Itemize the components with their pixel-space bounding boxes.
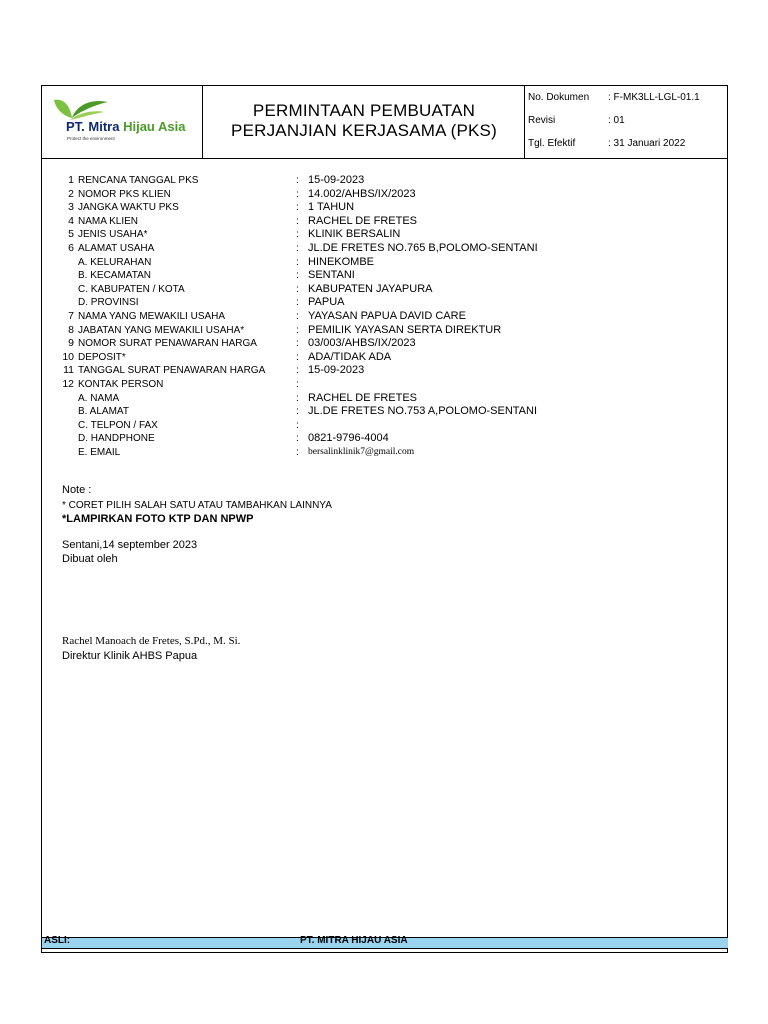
form-row-colon: : bbox=[296, 282, 299, 295]
form-row bbox=[62, 201, 722, 215]
form-row-colon: : bbox=[296, 405, 299, 418]
form-row bbox=[62, 283, 722, 297]
form-row-label: JENIS USAHA* bbox=[78, 229, 148, 241]
form-row-colon: : bbox=[296, 269, 299, 282]
form-row-colon: : bbox=[296, 337, 299, 350]
form-row-colon: : bbox=[296, 214, 299, 227]
form-row bbox=[62, 364, 722, 378]
header-logo-divider bbox=[202, 85, 203, 158]
header-meta-divider bbox=[524, 85, 525, 158]
form-row-label: NAMA YANG MEWAKILI USAHA bbox=[78, 310, 226, 322]
signature-made-by: Dibuat oleh bbox=[62, 553, 118, 565]
footer-label-original: ASLI: bbox=[44, 935, 71, 946]
form-row-number: 11 bbox=[63, 364, 74, 377]
form-row bbox=[62, 351, 722, 365]
form-row-value: 03/003/AHBS/IX/2023 bbox=[308, 337, 416, 350]
pks-form bbox=[62, 174, 722, 459]
form-row bbox=[62, 228, 722, 242]
form-row-colon: : bbox=[296, 323, 299, 336]
form-row-number: 3 bbox=[68, 201, 74, 214]
form-row bbox=[62, 296, 722, 310]
form-row-colon: : bbox=[296, 296, 299, 309]
form-row bbox=[62, 174, 722, 188]
form-row-colon: : bbox=[296, 201, 299, 214]
form-row bbox=[62, 432, 722, 446]
form-row-value: JL.DE FRETES NO.753 A,POLOMO-SENTANI bbox=[308, 405, 538, 418]
form-row-colon: : bbox=[296, 228, 299, 241]
company-name bbox=[66, 119, 185, 134]
form-row-value: 1 TAHUN bbox=[308, 201, 355, 214]
form-row bbox=[62, 446, 722, 460]
form-row-number: 12 bbox=[62, 377, 74, 390]
form-row-number: 6 bbox=[68, 241, 74, 254]
form-row bbox=[62, 324, 722, 338]
meta-label-doc-number: No. Dokumen bbox=[528, 92, 590, 103]
form-row-value: RACHEL DE FRETES bbox=[308, 391, 418, 404]
form-row-label: A. KELURAHAN bbox=[78, 256, 152, 268]
form-row bbox=[62, 269, 722, 283]
meta-label-revision: Revisi bbox=[528, 115, 556, 126]
form-row-number: 5 bbox=[68, 228, 74, 241]
form-row-number: 2 bbox=[68, 187, 74, 200]
form-row-value: KLINIK BERSALIN bbox=[308, 228, 401, 241]
form-row-colon: : bbox=[296, 445, 299, 458]
company-name-part2: Hijau Asia bbox=[123, 119, 186, 134]
form-row-colon: : bbox=[296, 364, 299, 377]
form-row-label: NOMOR PKS KLIEN bbox=[78, 188, 171, 200]
form-row-label: B. KECAMATAN bbox=[78, 270, 151, 282]
form-row-number: 7 bbox=[68, 309, 74, 322]
form-row bbox=[62, 405, 722, 419]
form-row-value: 14.002/AHBS/IX/2023 bbox=[308, 187, 416, 200]
form-row bbox=[62, 242, 722, 256]
form-row bbox=[62, 392, 722, 406]
form-row-colon: : bbox=[296, 350, 299, 363]
form-row-colon: : bbox=[296, 241, 299, 254]
company-tagline: Protect the environment bbox=[67, 136, 115, 141]
form-row-label: D. PROVINSI bbox=[78, 297, 139, 309]
form-row bbox=[62, 256, 722, 270]
form-row bbox=[62, 337, 722, 351]
form-row-label: DEPOSIT* bbox=[78, 351, 126, 363]
title-line-1: PERMINTAAN PEMBUATAN bbox=[252, 101, 476, 120]
form-row-label: JANGKA WAKTU PKS bbox=[78, 202, 179, 214]
form-row bbox=[62, 188, 722, 202]
form-row-value: KABUPATEN JAYAPURA bbox=[308, 282, 433, 295]
form-row-label: A. NAMA bbox=[78, 392, 120, 404]
meta-value-revision: : 01 bbox=[608, 115, 625, 126]
form-row-colon: : bbox=[296, 255, 299, 268]
form-row-value: bersalinklinik7@gmail.com bbox=[308, 446, 415, 457]
form-row-number: 10 bbox=[62, 350, 74, 363]
form-row-colon: : bbox=[296, 174, 299, 186]
note-line-1: * CORET PILIH SALAH SATU ATAU TAMBAHKAN LAINNYA bbox=[62, 500, 332, 511]
form-row-value: RACHEL DE FRETES bbox=[308, 214, 418, 227]
form-row-colon: : bbox=[296, 187, 299, 200]
signature-place-date: Sentani,14 september 2023 bbox=[62, 539, 198, 551]
form-row-value: 15-09-2023 bbox=[308, 174, 365, 186]
form-row-value: ADA/TIDAK ADA bbox=[308, 350, 392, 363]
form-row-colon: : bbox=[296, 432, 299, 445]
form-row-label: KONTAK PERSON bbox=[78, 378, 164, 390]
form-row-value: JL.DE FRETES NO.765 B,POLOMO-SENTANI bbox=[308, 241, 538, 254]
form-row-value: PEMILIK YAYASAN SERTA DIREKTUR bbox=[308, 323, 502, 336]
form-row-value: YAYASAN PAPUA DAVID CARE bbox=[308, 309, 466, 322]
form-row-number: 9 bbox=[68, 337, 74, 350]
form-row-value: 15-09-2023 bbox=[308, 364, 365, 377]
form-row-number: 4 bbox=[68, 214, 74, 227]
document-title bbox=[204, 101, 524, 141]
form-row-label: ALAMAT USAHA bbox=[78, 242, 155, 254]
meta-label-effective-date: Tgl. Efektif bbox=[528, 138, 576, 149]
form-row-label: NOMOR SURAT PENAWARAN HARGA bbox=[78, 338, 257, 350]
form-row bbox=[62, 378, 722, 392]
form-row-colon: : bbox=[296, 309, 299, 322]
form-row-value: PAPUA bbox=[308, 296, 345, 309]
note-heading: Note : bbox=[62, 484, 92, 496]
form-row-label: D. HANDPHONE bbox=[78, 433, 155, 445]
form-row-number: 1 bbox=[68, 174, 74, 186]
form-row-label: B. ALAMAT bbox=[78, 406, 129, 418]
signatory-position: Direktur Klinik AHBS Papua bbox=[62, 650, 198, 662]
form-row-value: SENTANI bbox=[308, 269, 355, 282]
form-row-value: 0821-9796-4004 bbox=[308, 432, 389, 445]
form-row-label: TANGGAL SURAT PENAWARAN HARGA bbox=[78, 365, 266, 377]
header-divider bbox=[41, 158, 728, 159]
form-row-label: NAMA KLIEN bbox=[78, 215, 139, 227]
form-row-label: C. TELPON / FAX bbox=[78, 419, 158, 431]
note-line-2: *LAMPIRKAN FOTO KTP DAN NPWP bbox=[62, 513, 254, 525]
form-row bbox=[62, 215, 722, 229]
meta-value-doc-number: : F-MK3LL-LGL-01.1 bbox=[608, 92, 700, 103]
form-row-value: HINEKOMBE bbox=[308, 255, 375, 268]
company-name-part1: PT. Mitra bbox=[66, 119, 120, 134]
meta-value-effective-date: : 31 Januari 2022 bbox=[608, 138, 686, 149]
title-line-2: PERJANJIAN KERJASAMA (PKS) bbox=[231, 121, 497, 140]
form-row bbox=[62, 310, 722, 324]
form-row-label: JABATAN YANG MEWAKILI USAHA* bbox=[78, 324, 245, 336]
form-row-label: E. EMAIL bbox=[78, 446, 121, 458]
form-row-colon: : bbox=[296, 391, 299, 404]
form-row-colon: : bbox=[296, 418, 299, 431]
form-row-number: 8 bbox=[68, 323, 74, 336]
form-row-label: RENCANA TANGGAL PKS bbox=[78, 175, 199, 186]
form-row bbox=[62, 419, 722, 433]
form-row-label: C. KABUPATEN / KOTA bbox=[78, 283, 185, 295]
footer-company-name: PT. MITRA HIJAU ASIA bbox=[300, 935, 408, 946]
form-row-colon: : bbox=[296, 377, 299, 390]
company-logo bbox=[52, 96, 202, 148]
signatory-name: Rachel Manoach de Fretes, S.Pd., M. Si. bbox=[62, 635, 241, 647]
